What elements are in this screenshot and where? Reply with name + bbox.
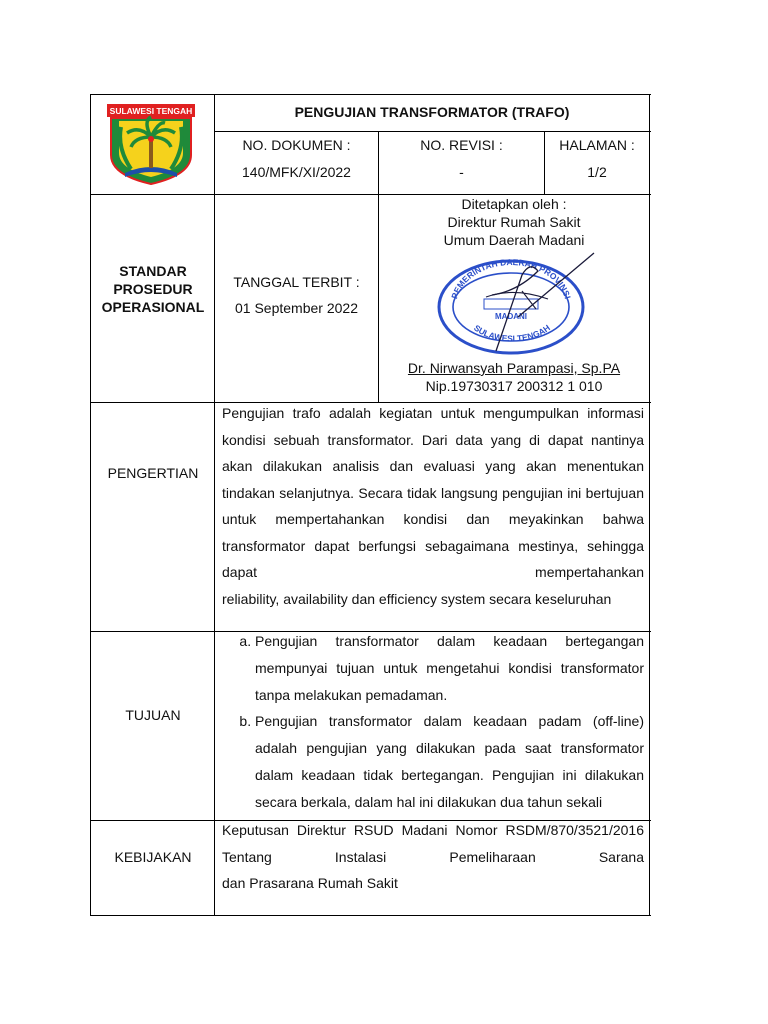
logo-text: SULAWESI TENGAH [109, 106, 193, 116]
border-left [90, 94, 91, 916]
border-bottom [90, 915, 651, 916]
approval-line-2: Direktur Rumah Sakit [447, 214, 581, 230]
kebijakan-label: KEBIJAKAN [114, 849, 192, 865]
revision-label: NO. REVISI : [420, 137, 503, 153]
approval-line-3: Umum Daerah Madani [443, 232, 585, 248]
page-label: HALAMAN : [559, 137, 635, 153]
pengertian-body: Pengujian trafo adalah kegiatan untuk mengumpulkan informasi kondisi sebuah transformator. Dari data yang di dapat nantinya akan dilakukan analisis dan evaluasi yang akan menentukan tindakan selanjutnya. Secara tidak langsung pengujian ini bertujuan untuk mempertahankan kondisi dan meyakinkan bahwa transformator dapat berfungsi sebagaimana mestinya, sehingga dapat mempertahankan [222, 405, 644, 580]
sop-line-1: STANDAR [119, 263, 187, 279]
signer-nip: Nip.19730317 200312 1 010 [425, 378, 603, 394]
label-column-divider [214, 94, 215, 916]
title-divider [214, 131, 651, 132]
issue-date-value: 01 September 2022 [235, 300, 358, 316]
pengertian-label: PENGERTIAN [107, 465, 199, 481]
pengertian-text [222, 400, 644, 612]
kebijakan-text [222, 817, 644, 897]
tujuan-list [222, 628, 644, 816]
official-stamp [426, 251, 596, 357]
stamp-top-text: PEMERINTAH DAERAH PROVINSI [449, 256, 573, 301]
sulawesi-tengah-emblem-icon [105, 103, 197, 185]
border-top [90, 94, 651, 95]
pengertian-last-line: reliability, availability dan efficiency system secara keseluruhan [222, 590, 612, 607]
tujuan-item-b: b. Pengujian transformator dalam keadaan padam (off-line) adalah pengujian yang dilakukan pada saat transformator dalam keadaan tidak bertegangan. Pengujian ini dilakukan secara berkala, dalam hal ini dilakukan dua tahun sekali [255, 708, 644, 815]
signer-block [379, 359, 649, 395]
document-title: PENGUJIAN TRANSFORMATOR (TRAFO) [294, 104, 570, 120]
tujuan-item-a: a. Pengujian transformator dalam keadaan bertegangan mempunyai tujuan untuk mengetahui kondisi transformator tanpa melakukan pemadaman. [255, 628, 644, 708]
sop-line-3: OPERASIONAL [101, 299, 205, 315]
approval-block [379, 195, 649, 249]
doc-no-value: 140/MFK/XI/2022 [242, 164, 351, 180]
official-stamp-icon [426, 251, 596, 357]
svg-text:SULAWESI TENGAH [472, 323, 552, 344]
sop-label [92, 262, 214, 316]
doc-no-label: NO. DOKUMEN : [242, 137, 351, 153]
revision-value: - [459, 164, 464, 180]
province-logo [105, 103, 197, 185]
kebijakan-body: Keputusan Direktur RSUD Madani Nomor RSDM/870/3521/2016 Tentang Instalasi Pemeliharaan Sarana [222, 822, 644, 865]
sop-document [90, 94, 651, 916]
stamp-middle-text: MADANI [495, 312, 527, 321]
border-right [649, 94, 650, 916]
sop-line-2: PROSEDUR [113, 281, 193, 297]
tujuan-label: TUJUAN [125, 707, 181, 723]
approval-line-1: Ditetapkan oleh : [461, 196, 567, 212]
svg-text:PEMERINTAH DAERAH PROVINSI [449, 257, 573, 300]
issue-date-label: TANGGAL TERBIT : [233, 274, 360, 290]
page-value: 1/2 [587, 164, 607, 180]
stamp-bottom-text: SULAWESI TENGAH [472, 322, 552, 344]
signer-name: Dr. Nirwansyah Parampasi, Sp.PA [407, 360, 621, 376]
kebijakan-last-line: dan Prasarana Rumah Sakit [222, 875, 398, 891]
